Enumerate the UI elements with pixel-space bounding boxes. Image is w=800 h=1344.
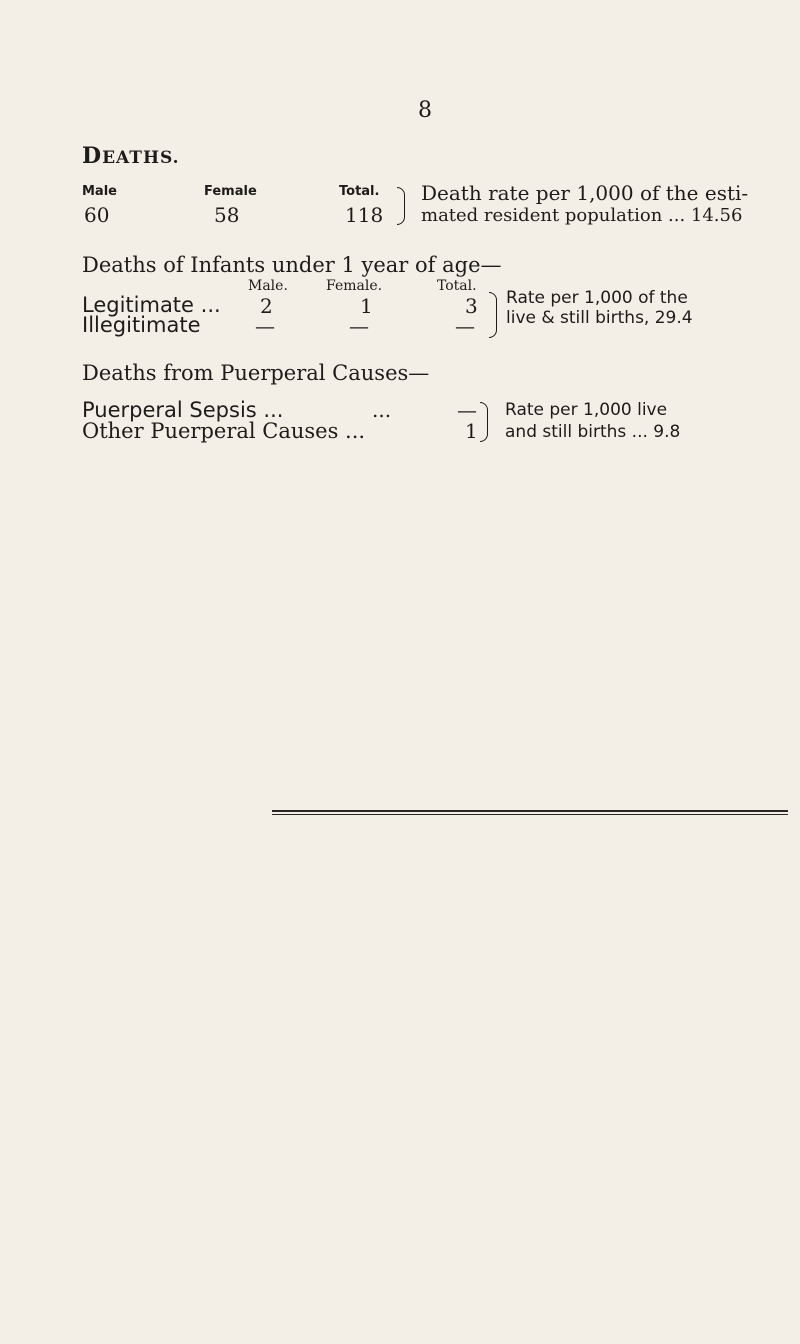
death-rate-line1: Death rate per 1,000 of the esti-: [421, 181, 749, 205]
deaths-brace: [397, 187, 405, 225]
page-number: 8: [418, 98, 432, 123]
infants-row-legitimate-label: Legitimate ...: [82, 293, 221, 317]
deaths-heading-initial: D: [82, 143, 103, 169]
deaths-total-value: 118: [345, 203, 384, 227]
infants-header-female: Female.: [326, 278, 383, 294]
deaths-female-value: 58: [214, 203, 240, 227]
deaths-header-male: Male: [82, 184, 117, 199]
deaths-header-total: Total.: [339, 184, 380, 199]
puerperal-row-sepsis-label: Puerperal Sepsis ...: [82, 398, 284, 422]
infants-row-illegitimate-label: Illegitimate: [82, 313, 201, 337]
infants-header-male: Male.: [248, 278, 288, 294]
deaths-heading: [82, 143, 180, 169]
infants-rate-line2: live & still births, 29.4: [506, 308, 693, 328]
puerperal-heading: Deaths from Puerperal Causes—: [82, 361, 430, 385]
puerperal-row-sepsis-value: —: [457, 398, 477, 422]
infants-row-legitimate-male: 2: [260, 294, 273, 318]
infants-row-illegitimate-female: —: [349, 314, 369, 338]
infants-row-legitimate-female: 1: [360, 294, 373, 318]
infants-row-illegitimate-male: —: [255, 314, 275, 338]
puerperal-row-sepsis-dots: ...: [372, 398, 392, 422]
puerperal-row-other-value: 1: [465, 419, 478, 443]
infants-row-illegitimate-total: —: [455, 314, 475, 338]
infants-header-total: Total.: [437, 278, 477, 294]
puerperal-rate-line2: and still births ... 9.8: [505, 422, 681, 442]
infants-row-legitimate-total: 3: [465, 294, 478, 318]
deaths-male-value: 60: [84, 203, 110, 227]
infants-brace: [489, 292, 497, 338]
puerperal-rate-line1: Rate per 1,000 live: [505, 400, 668, 420]
divider-rule-bottom: [272, 814, 788, 815]
puerperal-row-other-label: Other Puerperal Causes ...: [82, 419, 366, 443]
deaths-heading-rest: EATHS.: [102, 148, 180, 168]
infants-rate-line1: Rate per 1,000 of the: [506, 288, 688, 308]
puerperal-brace: [480, 402, 488, 442]
infants-heading: Deaths of Infants under 1 year of age—: [82, 253, 502, 277]
deaths-header-female: Female: [204, 184, 257, 199]
divider-rule-top: [272, 810, 788, 812]
death-rate-line2: mated resident population ... 14.56: [421, 205, 743, 226]
